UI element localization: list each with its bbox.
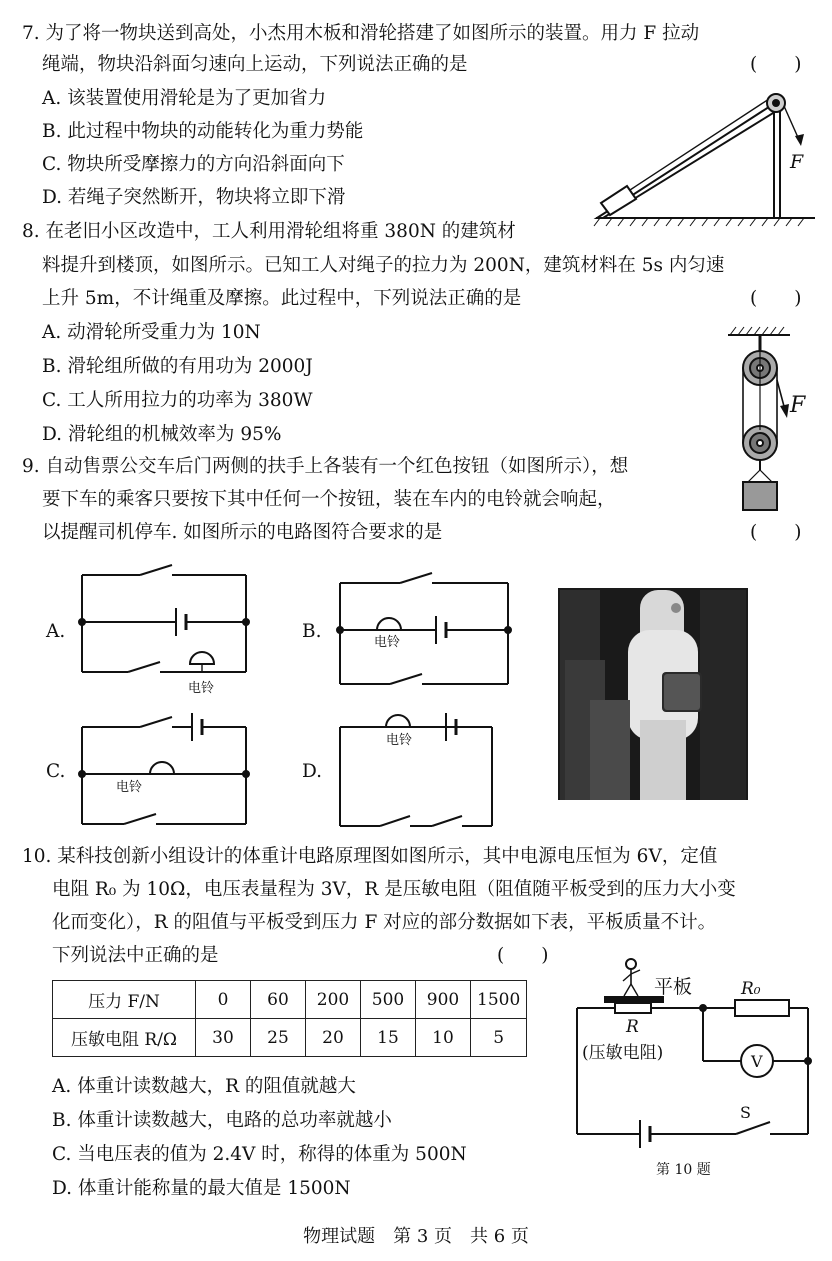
q9-label-c: C. [46, 761, 66, 782]
q7-force-label: F [790, 151, 804, 173]
table-header-resistance: 压敏电阻 R/Ω [53, 1019, 196, 1057]
q9-label-d: D. [302, 761, 323, 782]
switch-icon [432, 816, 462, 826]
bell-icon [190, 652, 214, 664]
block [601, 186, 636, 215]
table-cell: 200 [306, 981, 361, 1019]
switch-icon [128, 662, 160, 672]
q8-option-a: A. 动滑轮所受重力为 10N [42, 322, 261, 343]
q8-option-d: D. 滑轮组的机械效率为 95% [42, 424, 282, 445]
q9-label-b: B. [302, 621, 322, 642]
pressure-resistor [615, 1003, 651, 1013]
switch-icon [380, 816, 410, 826]
q9-label-a: A. [46, 621, 66, 642]
q8-stem-line2: 料提升到楼顶，如图所示。已知工人对绳子的拉力为 200N，建筑材料在 5s 内匀速 [42, 255, 725, 276]
switch-icon [124, 814, 156, 824]
r-label: R [626, 1017, 639, 1037]
switch-icon [140, 717, 172, 727]
circuit-c [79, 713, 249, 824]
table-cell: 30 [196, 1019, 251, 1057]
q7-option-d: D. 若绳子突然断开，物块将立即下滑 [42, 187, 346, 208]
bell-label: 电铃 [374, 635, 401, 650]
table-cell: 25 [251, 1019, 306, 1057]
q7-stem-line2: 绳端，物块沿斜面匀速向上运动，下列说法正确的是 [42, 54, 468, 75]
force-arrow-icon [795, 134, 804, 146]
resistor-r0 [735, 1000, 789, 1016]
q8-option-b: B. 滑轮组所做的有用功为 2000J [42, 356, 313, 377]
q7-option-c: C. 物块所受摩擦力的方向沿斜面向下 [42, 154, 345, 175]
r0-label: R₀ [741, 979, 761, 999]
q10-stem-line4: 下列说法中正确的是 [52, 945, 219, 966]
page-footer: 物理试题 第 3 页 共 6 页 [303, 1226, 529, 1247]
bell-label: 电铃 [188, 681, 215, 696]
table-cell: 60 [251, 981, 306, 1019]
figure-caption: 第 10 题 [656, 1162, 711, 1178]
q9-stem-line2: 要下车的乘客只要按下其中任何一个按钮，装在车内的电铃就会响起， [42, 489, 616, 510]
q8-stem-line1: 8. 在老旧小区改造中，工人利用滑轮组将重 380N 的建筑材 [22, 221, 516, 242]
q10-option-b: B. 体重计读数越大，电路的总功率就越小 [52, 1110, 392, 1131]
table-header-force: 压力 F/N [53, 981, 196, 1019]
bell-icon [377, 618, 401, 630]
person-icon [626, 959, 636, 969]
q7-stem-line1: 7. 为了将一物块送到高处，小杰用木板和滑轮搭建了如图所示的装置。用力 F 拉动 [22, 23, 700, 44]
q8-answer-paren: ( ) [750, 288, 802, 309]
q7-incline-figure [594, 94, 815, 226]
circuit-b [337, 573, 511, 684]
q10-answer-paren: ( ) [497, 945, 549, 966]
table-cell: 1500 [471, 981, 527, 1019]
q9-stem-line1: 9. 自动售票公交车后门两侧的扶手上各装有一个红色按钮（如图所示），想 [22, 456, 629, 477]
weight-block [743, 482, 777, 510]
rope [630, 97, 772, 190]
table-cell: 5 [471, 1019, 527, 1057]
table-cell: 15 [361, 1019, 416, 1057]
force-arrow-icon [780, 404, 789, 418]
circuit-d [340, 713, 492, 826]
bell-icon [386, 715, 410, 727]
r-note-label: (压敏电阻) [582, 1043, 664, 1063]
q9-stem-line3: 以提醒司机停车. 如图所示的电路图符合要求的是 [42, 522, 443, 543]
q10-option-c: C. 当电压表的值为 2.4V 时，称得的体重为 500N [52, 1144, 467, 1165]
q9-answer-paren: ( ) [750, 522, 802, 543]
table-cell: 900 [416, 981, 471, 1019]
q10-stem-line1: 10. 某科技创新小组设计的体重计电路原理图如图所示，其中电源电压恒为 6V，定值 [22, 846, 718, 867]
plate-label: 平板 [654, 976, 693, 998]
q10-option-d: D. 体重计能称量的最大值是 1500N [52, 1178, 351, 1199]
switch-icon [140, 565, 172, 575]
voltmeter-label: V [751, 1052, 763, 1071]
q8-option-c: C. 工人所用拉力的功率为 380W [42, 390, 313, 411]
q8-stem-line3: 上升 5m，不计绳重及摩擦。此过程中，下列说法正确的是 [42, 288, 522, 309]
q10-stem-line2: 电阻 R₀ 为 10Ω，电压表量程为 3V，R 是压敏电阻（阻值随平板受到的压力大小变 [52, 879, 736, 900]
bus-button-photo [558, 588, 748, 800]
q10-stem-line3: 化而变化），R 的阻值与平板受到压力 F 对应的部分数据如下表，平板质量不计。 [52, 912, 717, 933]
table-cell: 0 [196, 981, 251, 1019]
vertical-post [774, 100, 780, 218]
q10-option-a: A. 体重计读数越大，R 的阻值就越大 [52, 1076, 356, 1097]
bell-label: 电铃 [116, 780, 143, 795]
bell-icon [150, 762, 174, 774]
q7-option-a: A. 该装置使用滑轮是为了更加省力 [42, 88, 327, 109]
switch-icon [736, 1122, 770, 1134]
q8-pulley-figure [728, 327, 790, 510]
circuit-a [79, 565, 249, 672]
switch-icon [390, 674, 422, 684]
bell-label: 电铃 [386, 733, 413, 748]
switch-label: S [740, 1103, 751, 1122]
table-cell: 20 [306, 1019, 361, 1057]
q7-answer-paren: ( ) [750, 54, 802, 75]
switch-icon [400, 573, 432, 583]
table-cell: 500 [361, 981, 416, 1019]
q7-option-b: B. 此过程中物块的动能转化为重力势能 [42, 121, 364, 142]
q8-force-label: F [790, 393, 806, 418]
table-cell: 10 [416, 1019, 471, 1057]
